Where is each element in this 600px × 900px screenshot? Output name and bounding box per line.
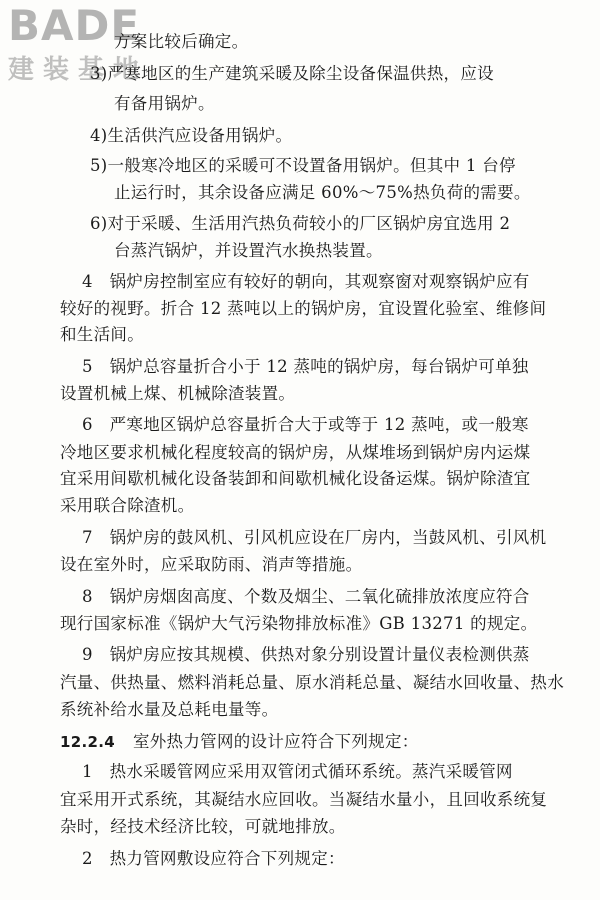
text-line: 5)一般寒冷地区的采暖可不设置备用锅炉。但其中 1 台停 bbox=[90, 156, 516, 175]
text-line: 9 锅炉房应按其规模、供热对象分别设置计量仪表检测供蒸 bbox=[82, 645, 530, 664]
section-title: 室外热力管网的设计应符合下列规定： bbox=[132, 732, 419, 751]
text-line: 6)对于采暖、生活用汽热负荷较小的厂区锅炉房宜选用 2 bbox=[90, 214, 511, 233]
text-line: 设置机械上煤、机械除渣装置。 bbox=[60, 384, 296, 403]
text-line: 3)严寒地区的生产建筑采暖及除尘设备保温供热，应设 bbox=[90, 64, 494, 83]
text-line: 汽量、供热量、燃料消耗总量、原水消耗总量、凝结水回收量、热水 bbox=[60, 673, 564, 692]
text-line: 6 严寒地区锅炉总容量折合大于或等于 12 蒸吨，或一般寒 bbox=[82, 415, 529, 434]
text-line: 方案比较后确定。 bbox=[114, 32, 249, 51]
text-line: 较好的视野。折合 12 蒸吨以上的锅炉房，宜设置化验室、维修间 bbox=[60, 299, 547, 318]
section-number: 12.2.4 bbox=[60, 733, 115, 751]
text-line: 系统补给水量及总耗电量等。 bbox=[60, 700, 279, 719]
text-line: 4)生活供汽应设备用锅炉。 bbox=[90, 126, 293, 145]
section-heading bbox=[60, 730, 419, 754]
text-line: 7 锅炉房的鼓风机、引风机应设在厂房内，当鼓风机、引风机 bbox=[82, 528, 547, 547]
text-line: 设在室外时，应采取防雨、消声等措施。 bbox=[60, 555, 363, 574]
text-line: 现行国家标准《锅炉大气污染物排放标准》GB 13271 的规定。 bbox=[60, 614, 538, 633]
text-line: 宜采用间歇机械化设备装卸和间歇机械化设备运煤。锅炉除渣宜 bbox=[60, 469, 531, 488]
text-line: 和生活间。 bbox=[60, 325, 144, 344]
text-line: 2 热力管网敷设应符合下列规定： bbox=[82, 849, 345, 868]
text-line: 杂时，经技术经济比较，可就地排放。 bbox=[60, 817, 346, 836]
text-line: 有备用锅炉。 bbox=[114, 94, 215, 113]
text-line: 止运行时，其余设备应满足 60%～75%热负荷的需要。 bbox=[114, 183, 531, 202]
text-line: 宜采用开式系统，其凝结水应回收。当凝结水量小，且回收系统复 bbox=[60, 790, 548, 809]
text-line: 4 锅炉房控制室应有较好的朝向，其观察窗对观察锅炉应有 bbox=[82, 272, 530, 291]
text-line: 5 锅炉总容量折合小于 12 蒸吨的锅炉房，每台锅炉可单独 bbox=[82, 357, 529, 376]
watermark-brand-text: BADE bbox=[8, 1, 141, 50]
text-line: 1 热水采暖管网应采用双管闭式循环系统。蒸汽采暖管网 bbox=[82, 762, 513, 781]
watermark-sub-text: 建装基地 bbox=[8, 55, 149, 85]
text-line: 台蒸汽锅炉，并设置汽水换热装置。 bbox=[114, 241, 383, 260]
text-line: 采用联合除渣机。 bbox=[60, 496, 195, 515]
text-line: 8 锅炉房烟囱高度、个数及烟尘、二氧化硫排放浓度应符合 bbox=[82, 587, 530, 606]
text-line: 冷地区要求机械化程度较高的锅炉房，从煤堆场到锅炉房内运煤 bbox=[60, 443, 531, 462]
